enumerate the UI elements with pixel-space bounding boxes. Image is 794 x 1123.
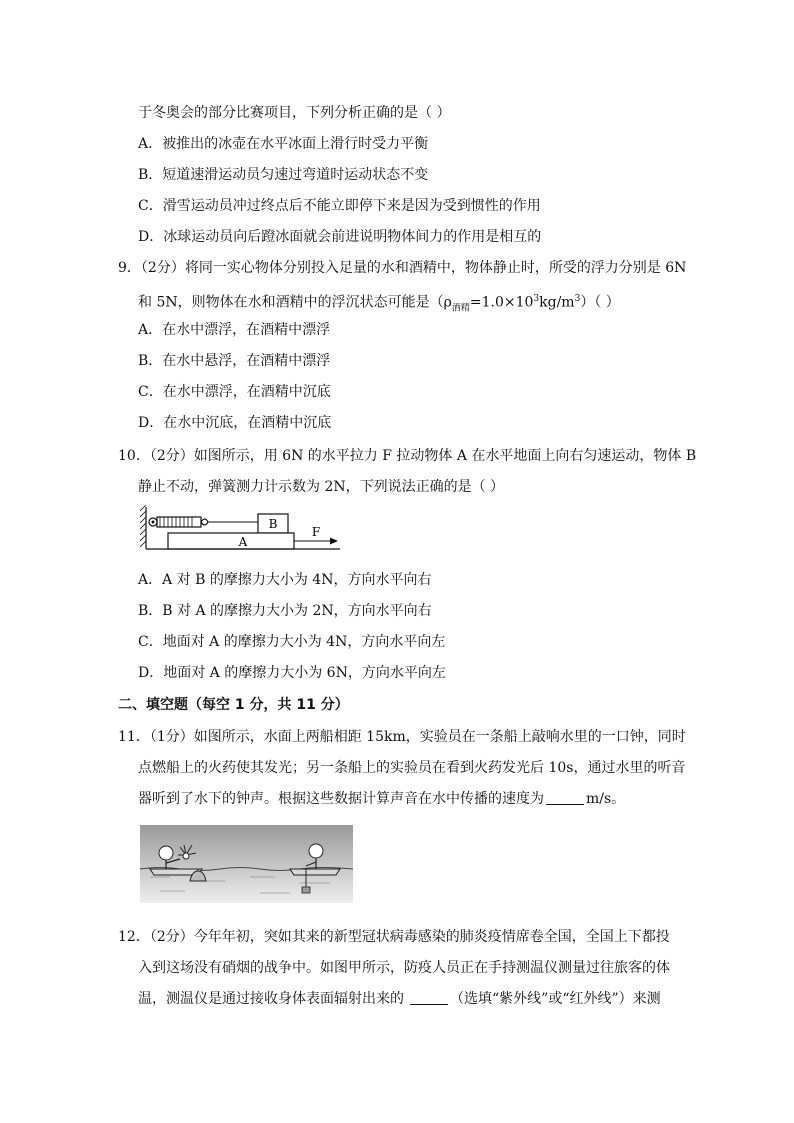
q12-stem-line1: 12．（2分）今年年初，突如其来的新型冠状病毒感染的肺炎疫情席卷全国，全国上下都投 xyxy=(118,929,670,945)
q8-stem: 于冬奥会的部分比赛项目，下列分析正确的是（ ） xyxy=(138,105,451,121)
q10-stem-line2: 静止不动，弹簧测力计示数为 2N，下列说法正确的是（ ） xyxy=(138,479,505,495)
block-a-label: A xyxy=(238,535,248,549)
q9-option-a: A．在水中漂浮，在酒精中漂浮 xyxy=(138,322,331,338)
left-person xyxy=(159,846,173,860)
section-heading: 二、填空题（每空 1 分，共 11 分） xyxy=(118,697,349,713)
q9-option-b: B．在水中悬浮，在酒精中漂浮 xyxy=(138,353,331,369)
block-a xyxy=(168,533,294,549)
q11-stem-line3: 器听到了水下的钟声。根据这些数据计算声音在水中传播的速度为 m/s。 xyxy=(138,791,626,807)
q8-option-d: D．冰球运动员向后蹬冰面就会前进说明物体间力的作用是相互的 xyxy=(138,229,542,245)
q12-stem-line2: 入到这场没有硝烟的战争中。如图甲所示，防疫人员正在手持测温仪测量过往旅客的体 xyxy=(138,960,670,976)
q11-stem-line1: 11．（1分）如图所示，水面上两船相距 15km，实验员在一条船上敲响水里的一口钟，同时 xyxy=(118,729,686,745)
right-person xyxy=(309,844,323,858)
force-label: F xyxy=(311,525,321,539)
spring-hook xyxy=(201,519,208,525)
q8-option-c: C．滑雪运动员冲过终点后不能立即停下来是因为受到惯性的作用 xyxy=(138,198,541,214)
q10-option-c: C．地面对 A 的摩擦力大小为 4N，方向水平向左 xyxy=(138,634,446,650)
q9-option-d: D．在水中沉底，在酒精中沉底 xyxy=(138,415,332,431)
q10-stem-line1: 10．（2分）如图所示，用 6N 的水平拉力 F 拉动物体 A 在水平地面上向右匀速运动，物体 B xyxy=(118,448,697,464)
q8-option-b: B．短道速滑运动员匀速过弯道时运动状态不变 xyxy=(138,167,429,183)
q10-option-d: D．地面对 A 的摩擦力大小为 6N，方向水平向左 xyxy=(138,665,446,681)
q9-option-c: C．在水中漂浮，在酒精中沉底 xyxy=(138,384,331,400)
q9-stem-line1: 9．（2分）将同一实心物体分别投入足量的水和酒精中，物体静止时，所受的浮力分别是 6N xyxy=(118,260,687,276)
q11-stem-line2: 点燃船上的火药使其发光；另一条船上的实验员在看到火药发光后 10s，通过水里的听音 xyxy=(138,760,686,776)
q9-stem-line2: 和 5N，则物体在水和酒精中的浮沉状态可能是$(\rho_{酒精}=1.0\times 10^3kg/m^3)$（ ） xyxy=(138,294,620,314)
wall-hatching xyxy=(140,505,146,547)
q11-figure xyxy=(140,825,353,903)
q8-option-a: A．被推出的冰壶在水平冰面上滑行时受力平衡 xyxy=(138,136,429,152)
q12-answer-blank xyxy=(410,990,448,1005)
hydrophone xyxy=(302,887,310,893)
right-boat xyxy=(290,869,340,875)
q10-option-b: B．B 对 A 的摩擦力大小为 2N，方向水平向右 xyxy=(138,603,432,619)
q11-answer-blank xyxy=(546,790,584,805)
q10-option-a: A．A 对 B 的摩擦力大小为 4N，方向水平向右 xyxy=(138,572,432,588)
block-b-label: B xyxy=(268,517,278,531)
q12-stem-line3: 温，测温仪是通过接收身体表面辐射出来的 （选填“紫外线”或“红外线”）来测 xyxy=(138,991,661,1007)
q10-figure xyxy=(140,505,350,557)
